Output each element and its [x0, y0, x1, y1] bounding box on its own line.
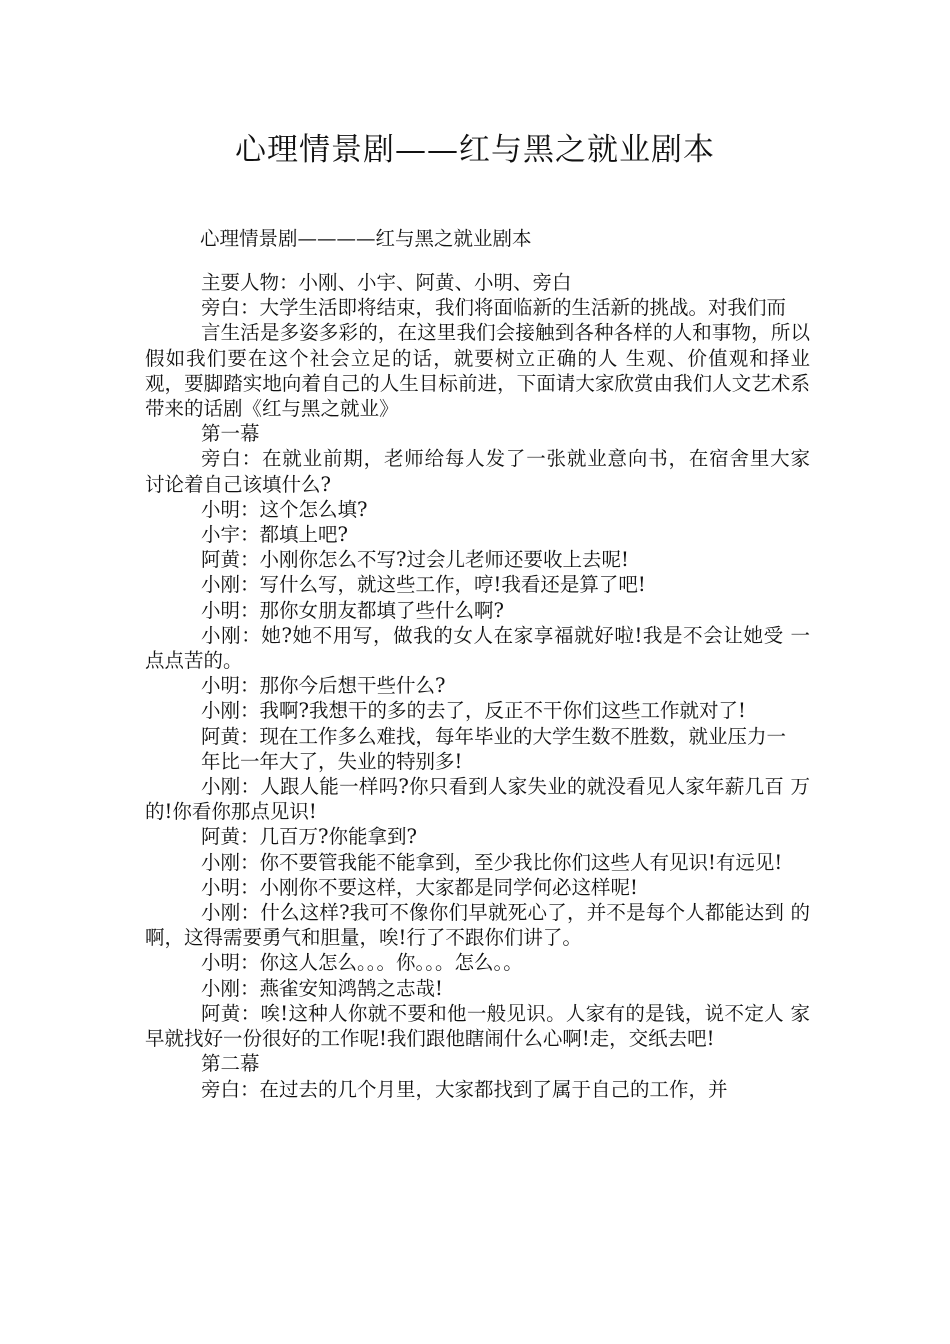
script-paragraph: 小刚：燕雀安知鸿鹄之志哉!: [201, 976, 443, 1000]
script-paragraph: 旁白：在过去的几个月里，大家都找到了属于自己的工作，并: [201, 1077, 728, 1101]
script-paragraph: 阿黄：现在工作多么难找，每年毕业的大学生数不胜数，就业压力一: [201, 724, 787, 748]
script-paragraph: 阿黄：唉!这种人你就不要和他一般见识。人家有的是钱，说不定人 家早就找好一份很好的工作呢!我们跟他瞎闹什么心啊!走，交纸去吧!: [145, 1001, 810, 1051]
script-paragraph: 言生活是多姿多彩的，在这里我们会接触到各种各样的人和事物，所以假如我们要在这个社会立足的话，就要树立正确的人 生观、价值观和择业观，要脚踏实地向着自己的人生目标前进，下面请大家欣赏由我们人文艺术系带来的话剧《红与黑之就业》: [145, 321, 810, 421]
document-body: [145, 270, 810, 1102]
script-paragraph: 小明：这个怎么填?: [201, 497, 368, 521]
script-paragraph: 小明：小刚你不要这样，大家都是同学何必这样呢!: [201, 875, 638, 899]
script-paragraph: 阿黄：几百万?你能拿到?: [201, 825, 417, 849]
document-title: 心理情景剧——红与黑之就业剧本: [235, 132, 715, 168]
script-paragraph: 主要人物：小刚、小宇、阿黄、小明、旁白: [201, 271, 572, 294]
script-paragraph: 旁白：在就业前期，老师给每人发了一张就业意向书，在宿舍里大家 讨论着自己该填什么?: [145, 447, 810, 496]
script-paragraph: 小宇：都填上吧?: [201, 523, 348, 547]
script-paragraph: 小明：那你今后想干些什么?: [201, 674, 446, 698]
script-paragraph: 小刚：什么这样?我可不像你们早就死心了，并不是每个人都能达到 的啊，这得需要勇气和胆量，唉!行了不跟你们讲了。: [145, 901, 810, 950]
script-paragraph: 小刚：人跟人能一样吗?你只看到人家失业的就没看见人家年薪几百 万的!你看你那点见识!: [145, 775, 810, 824]
script-paragraph: 小刚：我啊?我想干的多的去了，反正不干你们这些工作就对了!: [201, 699, 746, 723]
script-paragraph: 小刚：她?她不用写，做我的女人在家享福就好啦!我是不会让她受 一点点苦的。: [145, 623, 810, 673]
script-paragraph: 阿黄：小刚你怎么不写?过会儿老师还要收上去呢!: [201, 548, 629, 572]
script-paragraph: 旁白：大学生活即将结束，我们将面临新的生活新的挑战。对我们而: [201, 296, 787, 320]
script-paragraph: 第二幕: [201, 1052, 260, 1076]
script-paragraph: 小明：你这人怎么。。。你。。。怎么。。: [201, 951, 523, 975]
document-subtitle: 心理情景剧————红与黑之就业剧本: [200, 227, 532, 250]
script-paragraph: 年比一年大了，失业的特别多!: [201, 749, 463, 773]
script-paragraph: 小刚：你不要管我能不能拿到，至少我比你们这些人有见识!有远见!: [201, 850, 783, 874]
script-paragraph: 小明：那你女朋友都填了些什么啊?: [201, 598, 504, 622]
script-paragraph: 第一幕: [201, 422, 260, 446]
script-paragraph: 小刚：写什么写，就这些工作，哼!我看还是算了吧!: [201, 573, 646, 597]
